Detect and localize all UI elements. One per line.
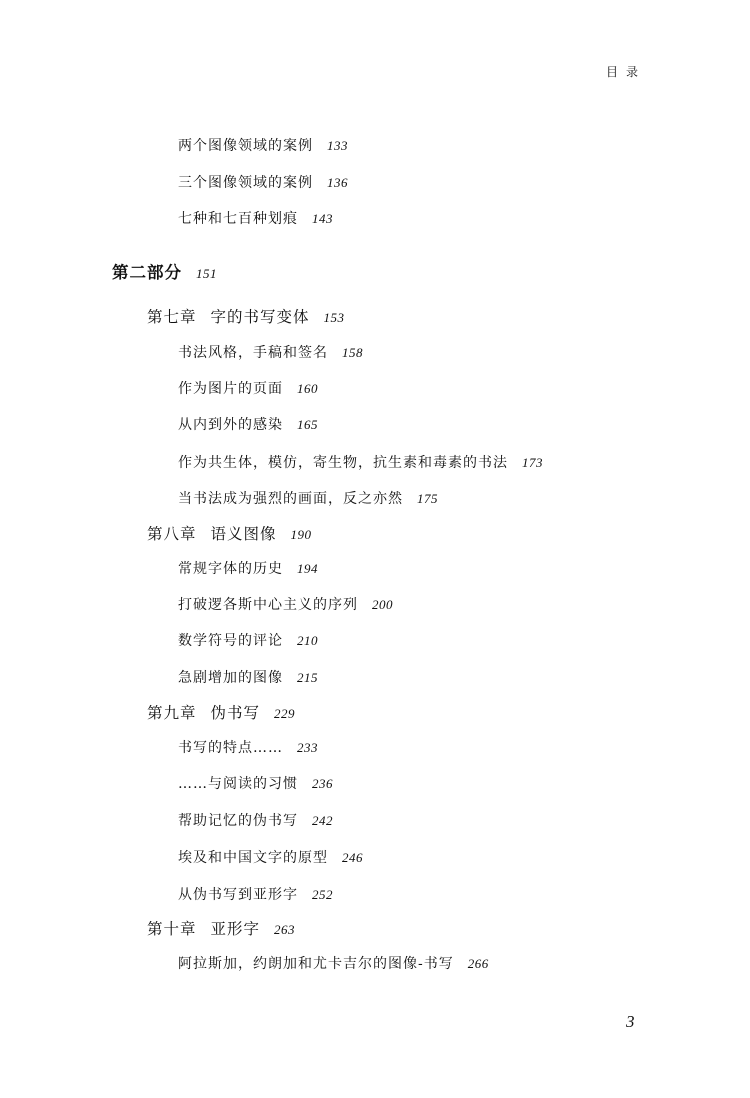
entry-title: 第二部分 [112, 263, 182, 282]
entry-title: 字的书写变体 [210, 308, 310, 326]
toc-chapter [147, 305, 345, 327]
entry-page-number: 200 [372, 597, 393, 612]
entry-page-number: 242 [312, 813, 333, 828]
toc-section [178, 208, 333, 228]
entry-page-number: 165 [297, 417, 318, 432]
entry-title: 书写的特点…… [178, 740, 283, 756]
entry-page-number: 151 [196, 266, 217, 281]
entry-page-number: 190 [290, 527, 312, 542]
entry-page-number: 266 [467, 956, 489, 971]
entry-page-number: 210 [297, 633, 318, 648]
chapter-number: 第九章 [147, 704, 197, 722]
entry-title: 三个图像领域的案例 [178, 175, 313, 191]
entry-title: 阿拉斯加，约朗加和尤卡吉尔的图像-书写 [178, 956, 454, 972]
entry-title: 数学符号的评论 [178, 633, 283, 649]
entry-page-number: 133 [327, 138, 348, 153]
entry-page-number: 158 [342, 345, 363, 360]
entry-title: 当书法成为强烈的画面，反之亦然 [178, 491, 403, 507]
entry-title: 作为图片的页面 [178, 381, 283, 397]
toc-chapter [147, 701, 295, 723]
entry-title: 从内到外的感染 [178, 417, 283, 433]
entry-page-number: 175 [417, 491, 438, 506]
chapter-number: 第七章 [147, 308, 197, 326]
entry-page-number: 194 [297, 561, 318, 576]
entry-page-number: 153 [323, 310, 345, 325]
entry-title: ……与阅读的习惯 [178, 776, 298, 792]
chapter-number: 第八章 [147, 525, 197, 543]
entry-page-number: 233 [297, 740, 318, 755]
entry-page-number: 173 [522, 455, 543, 470]
toc-section [178, 135, 348, 155]
entry-title: 伪书写 [210, 704, 261, 722]
toc-section [178, 488, 438, 508]
entry-page-number: 215 [297, 670, 318, 685]
entry-page-number: 246 [342, 850, 363, 865]
entry-page-number: 143 [312, 211, 333, 226]
entry-title: 打破逻各斯中心主义的序列 [178, 597, 358, 613]
toc-part [112, 259, 217, 283]
entry-page-number: 252 [312, 887, 333, 902]
toc-section [178, 737, 318, 757]
toc-section [178, 378, 318, 398]
entry-page-number: 136 [327, 175, 348, 190]
entry-title: 埃及和中国文字的原型 [178, 850, 328, 866]
toc-section [178, 667, 318, 687]
toc-section [178, 342, 363, 362]
chapter-number: 第十章 [147, 920, 197, 938]
toc-section [178, 630, 318, 650]
toc-section [178, 847, 363, 867]
entry-title: 常规字体的历史 [178, 561, 283, 577]
entry-title: 作为共生体，模仿，寄生物，抗生素和毒素的书法 [178, 455, 508, 471]
toc-section [178, 953, 489, 973]
toc-section [178, 594, 393, 614]
toc-section [178, 558, 318, 578]
toc-chapter [147, 522, 312, 544]
toc-chapter [147, 917, 295, 939]
entry-title: 从伪书写到亚形字 [178, 887, 298, 903]
toc-section [178, 884, 333, 904]
entry-title: 书法风格，手稿和签名 [178, 345, 328, 361]
toc-section [178, 172, 348, 192]
toc-section [178, 810, 333, 830]
toc-section [178, 773, 333, 793]
entry-title: 亚形字 [210, 920, 261, 938]
page-number: 3 [626, 1012, 635, 1031]
entry-title: 帮助记忆的伪书写 [178, 813, 298, 829]
running-header: 目录 [606, 65, 647, 79]
entry-title: 急剧增加的图像 [178, 670, 283, 686]
entry-page-number: 160 [297, 381, 318, 396]
entry-title: 七种和七百种划痕 [178, 211, 298, 227]
entry-title: 两个图像领域的案例 [178, 138, 313, 154]
entry-page-number: 229 [274, 706, 296, 721]
toc-section [178, 452, 543, 472]
entry-page-number: 236 [312, 776, 333, 791]
entry-page-number: 263 [274, 922, 296, 937]
toc-section [178, 414, 318, 434]
entry-title: 语义图像 [210, 525, 277, 543]
